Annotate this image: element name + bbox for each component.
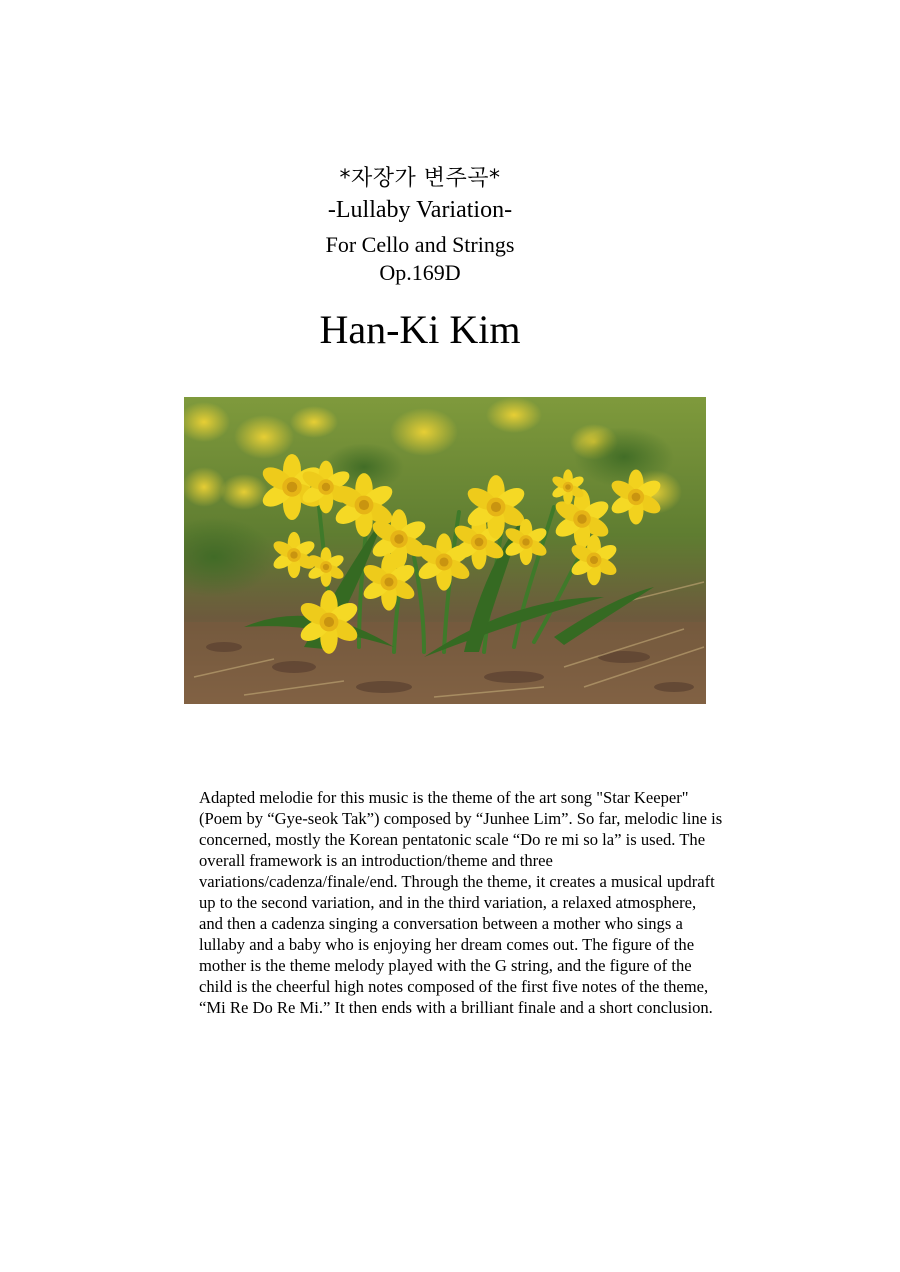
english-title: -Lullaby Variation- [327, 197, 513, 223]
instrumentation: For Cello and Strings [325, 232, 515, 257]
korean-title: *자장가 변주곡* [339, 166, 501, 191]
daffodil-illustration [184, 397, 706, 704]
program-notes: Adapted melodie for this music is the theme of the art song "Star Keeper" (Poem by “Gye-seok Tak”) composed by “Junhee Lim”. So far, melodic line is concerned, mostly the Korean pentatonic scale “Do re mi so la” is used. The overall framework is an introduction/theme and three variations/cadenza/finale/end. Through the theme, it creates a musical updraft up to the second variation, and in the third variation, a relaxed atmosphere, and then a cadenza singing a conversation between a mother who sings a lullaby and a baby who is enjoying her dream comes out. The figure of the mother is the theme melody played with the G string, and the figure of the child is the cheerful high notes composed of the first five notes of the theme, “Mi Re Do Re Mi.” It then ends with a brilliant finale and a short conclusion. [199, 788, 723, 1017]
daffodil-photo [184, 397, 706, 704]
composer-name: Han-Ki Kim [319, 307, 521, 352]
opus-number: Op.169D [379, 260, 461, 285]
